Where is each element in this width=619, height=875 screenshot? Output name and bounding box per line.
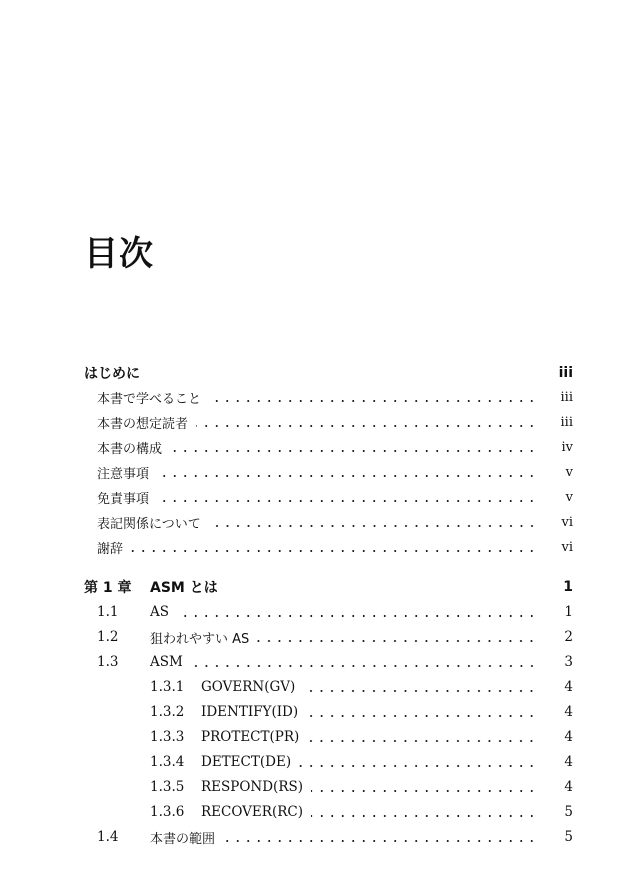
toc-entry-intro[interactable] [84, 362, 573, 384]
toc-entry-label: PROTECT(PR) [201, 729, 300, 745]
toc-entry-section[interactable] [97, 826, 573, 848]
subsection-number: 1.3.6 [150, 804, 185, 820]
toc-entry-subsection[interactable] [150, 676, 573, 698]
leader-dots [209, 400, 537, 402]
toc-entry-page: 4 [564, 679, 573, 695]
toc-entry-page: 4 [564, 754, 573, 770]
leader-dots [131, 550, 537, 552]
toc-entry-subsection[interactable] [150, 701, 573, 723]
leader-dots [177, 615, 537, 617]
toc-entry-label: RESPOND(RS) [201, 779, 304, 795]
toc-entry-page: iv [561, 439, 573, 455]
subsection-number: 1.3.4 [150, 754, 185, 770]
leader-dots [157, 475, 537, 477]
section-number: 1.2 [97, 629, 119, 645]
toc-entry[interactable] [97, 436, 573, 458]
section-number: 1.3 [97, 654, 119, 670]
toc-entry-page: 1 [563, 579, 573, 595]
leader-dots [299, 765, 537, 767]
toc-entry-page: iii [560, 389, 573, 405]
leader-dots [209, 525, 537, 527]
toc-entry-label: 本書の想定読者 [97, 416, 189, 432]
toc-entry-page: 4 [564, 779, 573, 795]
leader-dots [157, 500, 537, 502]
toc-entry-subsection[interactable] [150, 751, 573, 773]
subsection-number: 1.3.1 [150, 679, 185, 695]
toc-entry-page: 1 [564, 604, 573, 620]
toc-entry-label: 本書の構成 [97, 441, 163, 457]
subsection-number: 1.3.3 [150, 729, 185, 745]
toc-entry-label: 本書の範囲 [150, 831, 216, 847]
toc-entry-label: GOVERN(GV) [201, 679, 296, 695]
toc-entry-section[interactable] [97, 601, 573, 623]
toc-entry-page: 3 [564, 654, 573, 670]
toc-entry-page: iii [558, 365, 573, 381]
page-title: 目次 [84, 234, 154, 274]
toc-entry[interactable] [97, 411, 573, 433]
toc-entry-chapter-1[interactable] [84, 576, 573, 598]
toc-entry-page: 2 [564, 629, 573, 645]
toc-entry[interactable] [97, 511, 573, 533]
leader-dots [303, 690, 537, 692]
toc-entry[interactable] [97, 386, 573, 408]
toc-entry-label: RECOVER(RC) [201, 804, 303, 820]
toc-entry-page: iii [560, 414, 573, 430]
leader-dots [307, 740, 537, 742]
toc-entry-subsection[interactable] [150, 726, 573, 748]
leader-dots [196, 425, 537, 427]
toc-entry-label: IDENTIFY(ID) [201, 704, 299, 720]
toc-entry-label: 注意事項 [97, 466, 150, 482]
section-number: 1.4 [97, 829, 119, 845]
leader-dots [170, 450, 537, 452]
leader-dots [311, 815, 537, 817]
leader-dots [311, 790, 537, 792]
toc-entry-label: 狙われやすい AS [150, 631, 250, 647]
leader-dots [306, 715, 537, 717]
toc-entry-section[interactable] [97, 626, 573, 648]
subsection-number: 1.3.2 [150, 704, 185, 720]
leader-dots [257, 640, 537, 642]
toc-entry-label: 本書で学べること [97, 391, 202, 407]
toc-entry-page: vi [561, 539, 573, 555]
toc-entry[interactable] [97, 486, 573, 508]
toc-entry-subsection[interactable] [150, 801, 573, 823]
toc-entry-page: vi [561, 514, 573, 530]
toc-entry-label: 謝辞 [97, 541, 124, 557]
toc-entry-page: 5 [564, 829, 573, 845]
subsection-number: 1.3.5 [150, 779, 185, 795]
chapter-number: 第 1 章 [84, 580, 132, 596]
toc-entry-label: ASM [150, 654, 183, 670]
toc-entry-label: はじめに [84, 366, 140, 382]
toc-entry-label: 表記関係について [97, 516, 201, 532]
leader-dots [223, 840, 537, 842]
toc-entry-subsection[interactable] [150, 776, 573, 798]
toc-entry-page: 5 [564, 804, 573, 820]
toc-entry-label: ASM とは [150, 580, 218, 596]
leader-dots [191, 665, 537, 667]
toc-entry-page: v [565, 489, 573, 505]
toc-entry-label: 免責事項 [97, 491, 150, 507]
toc-entry-section[interactable] [97, 651, 573, 673]
section-number: 1.1 [97, 604, 119, 620]
toc-entry-page: v [565, 464, 573, 480]
toc-entry-page: 4 [564, 729, 573, 745]
toc-entry-label: AS [150, 604, 169, 620]
toc-entry[interactable] [97, 461, 573, 483]
toc-entry-label: DETECT(DE) [201, 754, 292, 770]
toc-entry-page: 4 [564, 704, 573, 720]
toc-entry[interactable] [97, 536, 573, 558]
